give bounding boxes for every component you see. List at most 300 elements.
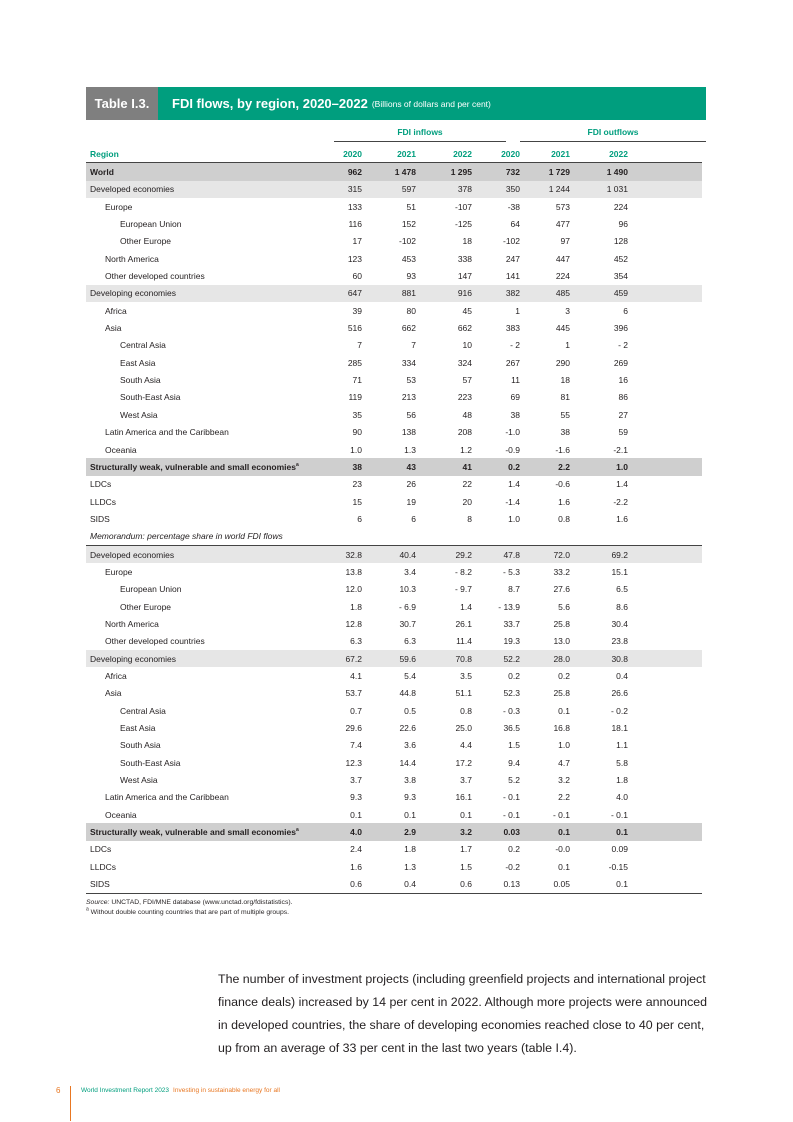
value-cell: 7.4 xyxy=(350,740,362,751)
row-end-spacer xyxy=(628,250,702,267)
row-end-spacer xyxy=(628,806,702,823)
region-name: Developed economies xyxy=(90,184,175,195)
value-cell: 0.4 xyxy=(616,670,628,681)
value-cell: 39 xyxy=(352,305,362,316)
value-cell: 22 xyxy=(462,479,472,490)
footnote-marker: a xyxy=(295,462,299,469)
row-end-spacer xyxy=(628,215,702,232)
region-cell xyxy=(86,858,334,875)
value-cell: 1.6 xyxy=(616,513,628,524)
region-name: SIDS xyxy=(90,513,110,524)
value-cell: -125 xyxy=(454,219,472,230)
value-cell: 4.1 xyxy=(350,670,362,681)
value-cell: 133 xyxy=(347,201,362,212)
region-cell xyxy=(86,181,334,198)
region-name: Central Asia xyxy=(120,340,166,351)
value-cell: 51.1 xyxy=(455,688,472,699)
region-name: Latin America and the Caribbean xyxy=(105,792,229,803)
region-cell xyxy=(86,615,334,632)
value-cell: 0.1 xyxy=(570,823,628,840)
value-cell: - 13.9 xyxy=(498,601,520,612)
value-cell: 0.8 xyxy=(460,705,472,716)
value-cell: 0.1 xyxy=(460,809,472,820)
header-spacer xyxy=(628,145,702,163)
value-cell: 2.2 xyxy=(520,458,570,475)
value-cell: 80 xyxy=(406,305,416,316)
table-row xyxy=(86,163,706,181)
value-cell: 0.05 xyxy=(520,875,570,893)
value-cell: 4.7 xyxy=(558,757,570,768)
region-name: Asia xyxy=(105,688,122,699)
value-cell: 6 xyxy=(411,513,416,524)
region-cell xyxy=(86,215,334,232)
value-cell: 597 xyxy=(362,181,416,198)
value-cell: 3 xyxy=(565,305,570,316)
value-cell: 25.8 xyxy=(553,688,570,699)
value-cell: 1 xyxy=(565,340,570,351)
table-row xyxy=(86,841,706,858)
value-cell: 16.8 xyxy=(553,723,570,734)
value-cell: 0.7 xyxy=(350,705,362,716)
region-cell xyxy=(86,702,334,719)
value-cell: 6 xyxy=(357,513,362,524)
table-row xyxy=(86,858,706,875)
value-cell: 8 xyxy=(467,513,472,524)
value-cell: - 9.7 xyxy=(454,584,472,595)
row-end-spacer xyxy=(628,823,702,840)
region-cell xyxy=(86,441,334,458)
value-cell: 213 xyxy=(401,392,416,403)
value-cell: 23.8 xyxy=(611,636,628,647)
value-cell: -0.0 xyxy=(555,844,570,855)
value-cell: 1 729 xyxy=(520,163,570,181)
region-name: North America xyxy=(105,618,159,629)
table-label: Table I.3. xyxy=(86,87,158,120)
value-cell: 45 xyxy=(462,305,472,316)
value-cell: 44.8 xyxy=(399,688,416,699)
table-row xyxy=(86,667,706,684)
value-cell: 29.6 xyxy=(345,723,362,734)
value-cell: 14.4 xyxy=(399,757,416,768)
value-cell: 81 xyxy=(560,392,570,403)
row-end-spacer xyxy=(628,737,702,754)
value-cell: -0.2 xyxy=(505,861,520,872)
source-text: UNCTAD, FDI/MNE database (www.unctad.org/fdistatistics). xyxy=(111,899,293,906)
row-end-spacer xyxy=(628,633,702,650)
region-name: Structurally weak, vulnerable and small economies xyxy=(90,827,296,838)
value-cell: 3.2 xyxy=(558,775,570,786)
region-name: SIDS xyxy=(90,879,110,890)
table-row xyxy=(86,337,706,354)
value-cell: 1.0 xyxy=(350,444,362,455)
value-cell: 93 xyxy=(406,271,416,282)
region-name: Europe xyxy=(105,201,133,212)
row-end-spacer xyxy=(628,875,702,893)
value-cell: 59 xyxy=(618,427,628,438)
value-cell: 881 xyxy=(362,285,416,302)
value-cell: 30.4 xyxy=(611,618,628,629)
value-cell: -2.1 xyxy=(613,444,628,455)
region-name: Latin America and the Caribbean xyxy=(105,427,229,438)
table-row xyxy=(86,737,706,754)
value-cell: 1 490 xyxy=(570,163,628,181)
year-header: 2022 xyxy=(416,145,472,163)
row-end-spacer xyxy=(628,510,702,527)
region-cell xyxy=(86,302,334,319)
row-end-spacer xyxy=(628,163,702,181)
value-cell: 43 xyxy=(362,458,416,475)
table-row xyxy=(86,771,706,788)
value-cell: 27.6 xyxy=(553,584,570,595)
value-cell: 1 478 xyxy=(362,163,416,181)
value-cell: 38 xyxy=(334,458,362,475)
region-cell xyxy=(86,267,334,284)
region-cell xyxy=(86,719,334,736)
region-name: World xyxy=(90,167,114,178)
value-cell: 6.3 xyxy=(404,636,416,647)
region-name: Developing economies xyxy=(90,653,176,664)
value-cell: 1.1 xyxy=(616,740,628,751)
value-cell: 516 xyxy=(347,323,362,334)
value-cell: - 0.1 xyxy=(552,809,570,820)
region-cell xyxy=(86,250,334,267)
footnote-marker: a xyxy=(295,827,299,834)
row-end-spacer xyxy=(628,371,702,388)
value-cell: 18 xyxy=(560,375,570,386)
region-name: East Asia xyxy=(120,723,156,734)
region-cell xyxy=(86,823,334,840)
table-row xyxy=(86,789,706,806)
value-cell: 0.8 xyxy=(558,513,570,524)
value-cell: 4.0 xyxy=(334,823,362,840)
value-cell: 453 xyxy=(401,253,416,264)
region-name: North America xyxy=(105,253,159,264)
region-cell xyxy=(86,581,334,598)
value-cell: 1 295 xyxy=(416,163,472,181)
value-cell: 3.7 xyxy=(350,775,362,786)
table-row xyxy=(86,441,706,458)
value-cell: 41 xyxy=(416,458,472,475)
region-cell xyxy=(86,633,334,650)
region-cell xyxy=(86,737,334,754)
region-name: South-East Asia xyxy=(120,757,181,768)
row-end-spacer xyxy=(628,615,702,632)
value-cell: 26 xyxy=(406,479,416,490)
table-row xyxy=(86,545,706,563)
value-cell: 2.4 xyxy=(350,844,362,855)
value-cell: 334 xyxy=(401,357,416,368)
value-cell: 26.1 xyxy=(455,618,472,629)
value-cell: 52.3 xyxy=(503,688,520,699)
row-end-spacer xyxy=(628,319,702,336)
page-number: 6 xyxy=(56,1086,61,1095)
value-cell: 0.09 xyxy=(611,844,628,855)
value-cell: 224 xyxy=(555,271,570,282)
value-cell: 53.7 xyxy=(345,688,362,699)
value-cell: 0.1 xyxy=(558,705,570,716)
region-name: Africa xyxy=(105,670,127,681)
value-cell: 350 xyxy=(472,181,520,198)
row-end-spacer xyxy=(628,424,702,441)
table-title-block xyxy=(158,87,706,120)
value-cell: 12.3 xyxy=(345,757,362,768)
table-row xyxy=(86,233,706,250)
row-end-spacer xyxy=(628,841,702,858)
value-cell: 32.8 xyxy=(334,545,362,563)
footnote-text: Without double counting countries that are part of multiple groups. xyxy=(90,909,290,916)
value-cell: 56 xyxy=(406,409,416,420)
row-end-spacer xyxy=(628,858,702,875)
row-end-spacer xyxy=(628,233,702,250)
row-end-spacer xyxy=(628,545,702,563)
value-cell: 86 xyxy=(618,392,628,403)
value-cell: - 6.9 xyxy=(398,601,416,612)
value-cell: 1.5 xyxy=(460,861,472,872)
value-cell: 3.5 xyxy=(460,670,472,681)
value-cell: 378 xyxy=(416,181,472,198)
value-cell: 4.4 xyxy=(460,740,472,751)
value-cell: 224 xyxy=(613,201,628,212)
region-cell xyxy=(86,528,702,546)
row-end-spacer xyxy=(628,198,702,215)
region-cell xyxy=(86,424,334,441)
table-row xyxy=(86,424,706,441)
table-row xyxy=(86,250,706,267)
value-cell: 25.0 xyxy=(455,723,472,734)
value-cell: 1 xyxy=(515,305,520,316)
row-end-spacer xyxy=(628,441,702,458)
value-cell: -1.6 xyxy=(555,444,570,455)
value-cell: 2.9 xyxy=(362,823,416,840)
value-cell: 72.0 xyxy=(520,545,570,563)
value-cell: 119 xyxy=(348,392,362,403)
value-cell: 5.2 xyxy=(508,775,520,786)
value-cell: 13.0 xyxy=(553,636,570,647)
value-cell: 30.7 xyxy=(399,618,416,629)
region-name: European Union xyxy=(120,584,182,595)
value-cell: 1.0 xyxy=(558,740,570,751)
row-end-spacer xyxy=(628,267,702,284)
value-cell: - 0.1 xyxy=(610,809,628,820)
value-cell: 0.1 xyxy=(570,875,628,893)
value-cell: 662 xyxy=(457,323,472,334)
value-cell: 0.1 xyxy=(350,809,362,820)
region-cell xyxy=(86,458,334,475)
table-row xyxy=(86,319,706,336)
value-cell: 0.4 xyxy=(362,875,416,893)
row-end-spacer xyxy=(628,702,702,719)
value-cell: 1.3 xyxy=(404,861,416,872)
table-row xyxy=(86,719,706,736)
value-cell: 64 xyxy=(510,219,520,230)
table-row xyxy=(86,493,706,510)
value-cell: 71 xyxy=(352,375,362,386)
value-cell: 7 xyxy=(357,340,362,351)
row-end-spacer xyxy=(628,598,702,615)
table-subtitle: (Billions of dollars and per cent) xyxy=(371,98,491,109)
table-source-note xyxy=(86,898,293,918)
source-label: Source: xyxy=(86,899,110,906)
value-cell: 0.2 xyxy=(508,844,520,855)
value-cell: - 2 xyxy=(618,340,628,351)
value-cell: 338 xyxy=(457,253,472,264)
value-cell: 33.7 xyxy=(503,618,520,629)
row-end-spacer xyxy=(628,458,702,475)
value-cell: 315 xyxy=(334,181,362,198)
value-cell: 0.03 xyxy=(472,823,520,840)
outflows-rule xyxy=(520,141,706,142)
region-name: Other developed countries xyxy=(105,271,205,282)
value-cell: -0.9 xyxy=(505,444,520,455)
value-cell: 290 xyxy=(555,357,570,368)
value-cell: - 0.1 xyxy=(502,792,520,803)
region-name: South Asia xyxy=(120,740,161,751)
value-cell: 152 xyxy=(401,219,416,230)
value-cell: 1.8 xyxy=(350,601,362,612)
value-cell: 267 xyxy=(505,357,520,368)
table-row xyxy=(86,389,706,406)
value-cell: 17 xyxy=(352,236,362,247)
value-cell: -38 xyxy=(507,201,520,212)
region-cell xyxy=(86,754,334,771)
region-name: Africa xyxy=(105,305,127,316)
value-cell: 1 031 xyxy=(570,181,628,198)
value-cell: 59.6 xyxy=(362,650,416,667)
region-name: Asia xyxy=(105,323,122,334)
value-cell: -102 xyxy=(398,236,416,247)
value-cell: 324 xyxy=(457,357,472,368)
value-cell: 128 xyxy=(613,236,628,247)
value-cell: 477 xyxy=(555,219,570,230)
region-cell xyxy=(86,493,334,510)
value-cell: 69.2 xyxy=(570,545,628,563)
value-cell: 29.2 xyxy=(416,545,472,563)
value-cell: -1.4 xyxy=(505,496,520,507)
value-cell: 9.3 xyxy=(404,792,416,803)
value-cell: 962 xyxy=(334,163,362,181)
value-cell: 1.8 xyxy=(616,775,628,786)
value-cell: 662 xyxy=(401,323,416,334)
value-cell: 9.3 xyxy=(350,792,362,803)
fdi-outflows-header: FDI outflows xyxy=(587,127,639,137)
region-name: West Asia xyxy=(120,409,158,420)
value-cell: 1.3 xyxy=(404,444,416,455)
region-cell xyxy=(86,545,334,563)
region-cell xyxy=(86,319,334,336)
value-cell: 285 xyxy=(347,357,362,368)
value-cell: - 0.1 xyxy=(502,809,520,820)
value-cell: 247 xyxy=(505,253,520,264)
value-cell: 90 xyxy=(352,427,362,438)
row-end-spacer xyxy=(628,667,702,684)
value-cell: 69 xyxy=(510,392,520,403)
table-row xyxy=(86,633,706,650)
value-cell: 26.6 xyxy=(611,688,628,699)
region-cell xyxy=(86,563,334,580)
value-cell: 1.7 xyxy=(460,844,472,855)
value-cell: 382 xyxy=(472,285,520,302)
row-end-spacer xyxy=(628,181,702,198)
table-row xyxy=(86,650,706,667)
value-cell: 35 xyxy=(352,409,362,420)
region-cell xyxy=(86,337,334,354)
value-cell: 20 xyxy=(462,496,472,507)
region-name: Oceania xyxy=(105,444,137,455)
value-cell: 0.6 xyxy=(416,875,472,893)
value-cell: 27 xyxy=(618,409,628,420)
value-cell: 208 xyxy=(457,427,472,438)
report-title: World Investment Report 2023 xyxy=(81,1087,170,1094)
table-row xyxy=(86,371,706,388)
value-cell: 11.4 xyxy=(456,636,472,647)
value-cell: 1.2 xyxy=(460,444,472,455)
region-cell xyxy=(86,476,334,493)
value-cell: 1.0 xyxy=(508,513,520,524)
row-end-spacer xyxy=(628,754,702,771)
value-cell: 4.0 xyxy=(616,792,628,803)
table-row xyxy=(86,598,706,615)
value-cell: 16 xyxy=(618,375,628,386)
value-cell: 7 xyxy=(411,340,416,351)
value-cell: 15.1 xyxy=(611,566,628,577)
footer-divider xyxy=(70,1086,71,1121)
value-cell: 3.6 xyxy=(404,740,416,751)
value-cell: 48 xyxy=(462,409,472,420)
value-cell: 141 xyxy=(505,271,520,282)
row-end-spacer xyxy=(628,389,702,406)
table-row xyxy=(86,581,706,598)
region-name: Developing economies xyxy=(90,288,176,299)
year-header: 2021 xyxy=(520,145,570,163)
region-cell xyxy=(86,198,334,215)
region-name: South-East Asia xyxy=(120,392,181,403)
value-cell: 3.8 xyxy=(404,775,416,786)
table-row xyxy=(86,615,706,632)
value-cell: 52.2 xyxy=(472,650,520,667)
table-row xyxy=(86,267,706,284)
row-end-spacer xyxy=(628,789,702,806)
table-row xyxy=(86,476,706,493)
value-cell: 452 xyxy=(613,253,628,264)
value-cell: 116 xyxy=(348,219,362,230)
value-cell: -0.15 xyxy=(608,861,628,872)
region-name: LDCs xyxy=(90,844,112,855)
region-name: Developed economies xyxy=(90,549,175,560)
value-cell: - 2 xyxy=(510,340,520,351)
region-name: Memorandum: percentage share in world FDI flows xyxy=(90,531,283,542)
value-cell: 0.2 xyxy=(508,670,520,681)
value-cell: 5.4 xyxy=(404,670,416,681)
value-cell: 60 xyxy=(352,271,362,282)
region-cell xyxy=(86,685,334,702)
value-cell: 30.8 xyxy=(570,650,628,667)
value-cell: 5.6 xyxy=(558,601,570,612)
region-cell xyxy=(86,806,334,823)
value-cell: 97 xyxy=(560,236,570,247)
year-header: 2020 xyxy=(472,145,520,163)
value-cell: 447 xyxy=(555,253,570,264)
value-cell: 36.5 xyxy=(503,723,520,734)
footnote-line xyxy=(86,908,293,918)
value-cell: 123 xyxy=(347,253,362,264)
value-cell: 3.7 xyxy=(460,775,472,786)
region-name: Structurally weak, vulnerable and small economies xyxy=(90,461,296,472)
region-cell xyxy=(86,406,334,423)
value-cell: 0.5 xyxy=(404,705,416,716)
region-cell xyxy=(86,354,334,371)
value-cell: 396 xyxy=(613,323,628,334)
region-cell xyxy=(86,875,334,893)
